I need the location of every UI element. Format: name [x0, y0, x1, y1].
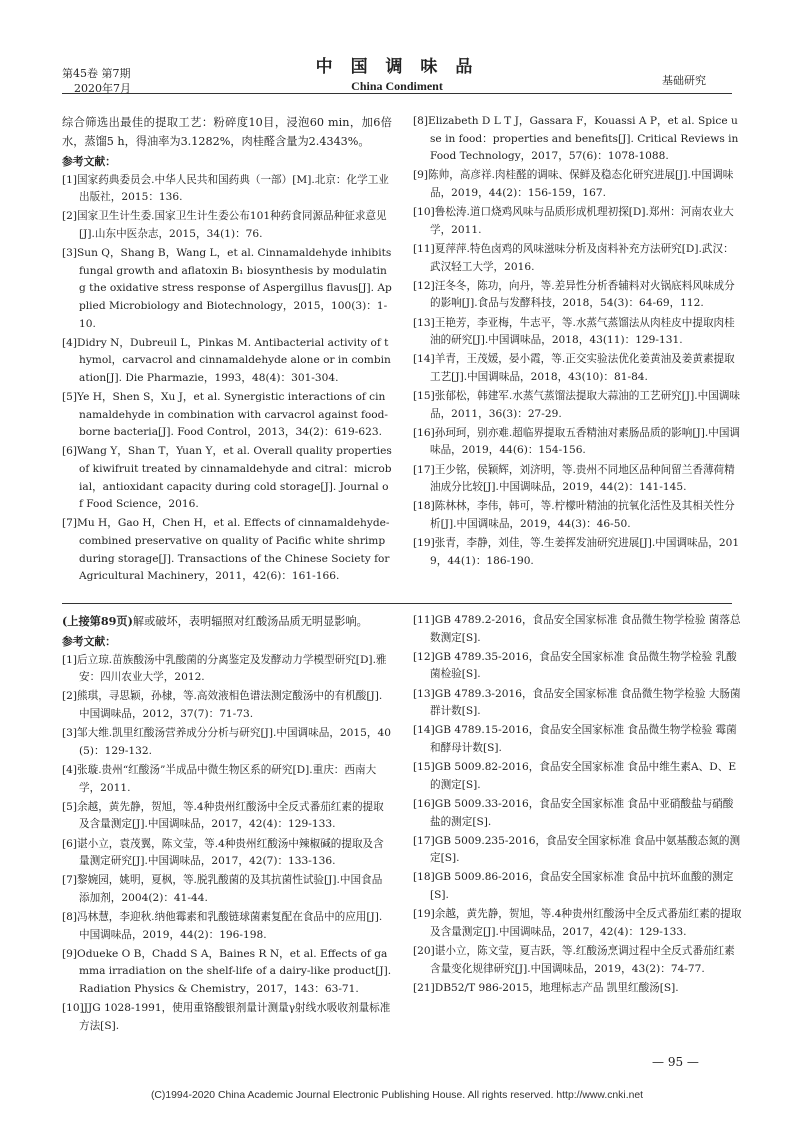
reference-item: [9]Odueke O B，Chadd S A，Baines R N，et al. Effects of gamma irradiation on the shelf-life of a dairy-like product[J]. Radiation Physics & Chemistry，2017，143：63-71. [62, 947, 392, 996]
reference-item: [6]谌小立，袁茂翼，陈文莹，等.4种贵州红酸汤中辣椒碱的提取及含量测定研究[J].中国调味品，2017，42(7)：133-136. [62, 837, 384, 868]
reference-item: [3]Sun Q，Shang B，Wang L，et al. Cinnamaldehyde inhibits fungal growth and aflatoxin B₁ biosynthesis by modulating the oxidative stress response of Aspergillus flavus[J]. Applied Microbiology and Biotechnology，2015，100(3)：1-10. [62, 247, 392, 330]
reference-item: [19]余越，黄先静，贺旭，等.4种贵州红酸汤中全反式番茄红素的提取及含量测定[J].中国调味品，2017，42(4)：129-133. [413, 908, 742, 938]
reference-item: [13]王艳芳，李亚梅，牛志平，等.水蒸气蒸馏法从肉桂皮中提取肉桂油的研究[J].中国调味品，2018，43(11)：129-131. [413, 316, 735, 347]
reference-item: [2]熊琪，寻思颖，孙棣，等.高效液相色谱法测定酸汤中的有机酸[J].中国调味品，2012，37(7)：71-73. [62, 690, 383, 720]
reference-item: [16]GB 5009.33-2016，食品安全国家标准 食品中亚硝酸盐与硝酸盐的测定[S]. [413, 797, 734, 828]
reference-item: [17]GB 5009.235-2016，食品安全国家标准 食品中氨基酸态氮的测定[S]. [413, 834, 741, 865]
reference-item: [7]Mu H，Gao H，Chen H，et al. Effects of cinnamaldehyde-combined preservative on quality of Pacific white shrimp during storage[J]. Transactions of the Chinese Society for Agricultural Machinery，2011，42(6)：161-166. [62, 517, 390, 583]
reference-item: [15]GB 5009.82-2016，食品安全国家标准 食品中维生素A、D、E的测定[S]. [413, 761, 737, 791]
reference-item: [9]陈帅，高彦祥.肉桂醛的调味、保鲜及稳态化研究进展[J].中国调味品，2019，44(2)：156-159，167. [413, 169, 734, 199]
reference-list [413, 113, 743, 570]
journal-title-en: China Condiment [351, 79, 443, 93]
reference-item: [1]后立琼.苗族酸汤中乳酸菌的分离鉴定及发酵动力学模型研究[D].雅安：四川农业大学，2012. [62, 653, 387, 684]
reference-item: [14]GB 4789.15-2016，食品安全国家标准 食品微生物学检验 霉菌和酵母计数[S]. [413, 724, 737, 754]
reference-item: [13]GB 4789.3-2016，食品安全国家标准 食品微生物学检验 大肠菌群计数[S]. [413, 687, 741, 718]
reference-list [62, 172, 392, 586]
continued-text: 解或破坏，表明辐照对红酸汤品质无明显影响。 [132, 615, 368, 628]
references-heading: 参考文献： [62, 155, 116, 168]
reference-item: [5]余越，黄先静，贺旭，等.4种贵州红酸汤中全反式番茄红素的提取及含量测定[J].中国调味品，2017，42(4)：129-133. [62, 800, 384, 831]
top-left-column [62, 113, 392, 587]
reference-item: [4]张璇.贵州“红酸汤”半成品中微生物区系的研究[D].重庆：西南大学，2011. [62, 763, 377, 794]
journal-title-cn: 中 国 调 味 品 [315, 57, 479, 77]
reference-item: [11]夏萍萍.特色卤鸡的风味滋味分析及卤料补充方法研究[D].武汉：武汉轻工大学，2016. [413, 242, 734, 273]
volume-issue: 第45卷 第7期 [62, 67, 131, 80]
reference-item: [20]谌小立，陈文莹，夏吉跃，等.红酸汤烹调过程中全反式番茄红素含量变化规律研究[J].中国调味品，2019，43(2)：74-77. [413, 945, 735, 975]
page-number: — 95 — [652, 1055, 699, 1069]
reference-item: [16]孙珂珂，别亦难.超临界提取五香精油对素肠品质的影响[J].中国调味品，2019，44(6)：154-156. [413, 426, 741, 457]
reference-item: [19]张青，李静，刘佳，等.生姜挥发油研究进展[J].中国调味品，2019，44(1)：186-190. [413, 537, 740, 567]
reference-item: [6]Wang Y，Shan T，Yuan Y，et al. Overall quality properties of kiwifruit treated by cinnamaldehyde and citral：microbial，antioxidant capacity during cold storage[J]. Journal of Food Science，2016. [62, 445, 392, 511]
reference-item: [7]黎婉园，姚明，夏枫，等.脱乳酸菌的及其抗菌性试验[J].中国食品添加剂，2004(2)：41-44. [62, 874, 383, 904]
continued-paragraph [62, 612, 392, 631]
continued-from-label: (上接第89页) [62, 614, 133, 628]
conclusion-paragraph: 综合筛选出最佳的提取工艺：粉碎度10目，浸泡60 min，加6倍水，蒸馏5 h，得油率为3.1282%，肉桂醛含量为2.4343%。 [62, 116, 392, 148]
reference-item: [8]Elizabeth D L T J，Gassara F，Kouassi A P，et al. Spice use in food：properties and benefits[J]. Critical Reviews in Food Technology，2017，57(6)：1078-1088. [413, 115, 739, 163]
reference-item: [5]Ye H，Shen S，Xu J，et al. Synergistic interactions of cinnamaldehyde in combination with carvacrol against food-borne bacteria[J]. Food Control，2013，34(2)：619-623. [62, 391, 388, 439]
copyright-footer: (C)1994-2020 China Academic Journal Electronic Publishing House. All rights reserved. http://www.cnki.net [150, 1090, 644, 1101]
bottom-left-column [62, 612, 392, 1037]
reference-item: [11]GB 4789.2-2016，食品安全国家标准 食品微生物学检验 菌落总数测定[S]. [413, 614, 741, 644]
reference-item: [1]国家药典委员会.中华人民共和国药典（一部）[M].北京：化学工业出版社，2015：136. [62, 173, 389, 204]
references-heading: 参考文献： [62, 635, 116, 648]
reference-item: [21]DB52/T 986-2015，地理标志产品 凯里红酸汤[S]. [413, 981, 679, 994]
header-divider [62, 93, 732, 94]
reference-list [413, 612, 743, 997]
reference-item: [18]GB 5009.86-2016，食品安全国家标准 食品中抗坏血酸的测定[S]. [413, 871, 734, 902]
reference-item: [4]Didry N，Dubreuil L，Pinkas M. Antibacterial activity of thymol，carvacrol and cinnamaldehyde alone or in combination[J]. Die Pharmazie，1993，48(4)：301-304. [62, 336, 391, 384]
reference-item: [12]GB 4789.35-2016，食品安全国家标准 食品微生物学检验 乳酸菌检验[S]. [413, 650, 737, 681]
reference-item: [8]冯林慧，李迎秋.纳他霉素和乳酸链球菌素复配在食品中的应用[J].中国调味品，2019，44(2)：196-198. [62, 911, 383, 941]
issue-date: 2020年7月 [74, 82, 131, 95]
bottom-right-column [413, 612, 743, 999]
reference-item: [3]邹大维.凯里红酸汤营养成分分析与研究[J].中国调味品，2015，40(5)：129-132. [62, 727, 391, 757]
top-right-column [413, 113, 743, 572]
reference-item: [14]羊青，王茂媛，晏小霞，等.正交实验法优化姜黄油及姜黄素提取工艺[J].中国调味品，2018，43(10)：81-84. [413, 353, 735, 383]
reference-item: [18]陈林林，李伟，韩可，等.柠檬叶精油的抗氧化活性及其相关性分析[J].中国调味品，2019，44(3)：46-50. [413, 500, 735, 530]
reference-item: [2]国家卫生计生委.国家卫生计生委公布101种药食同源品种征求意见[J].山东中医杂志，2015，34(1)：76. [62, 210, 387, 240]
reference-item: [15]张郁松，韩建军.水蒸气蒸馏法提取大蒜油的工艺研究[J].中国调味品，2011，36(3)：27-29. [413, 390, 741, 420]
reference-item: [10]鲁松涛.道口烧鸡风味与品质形成机理初探[D].郑州：河南农业大学，2011. [413, 206, 734, 236]
reference-list [62, 652, 392, 1036]
section-name: 基础研究 [662, 74, 706, 87]
reference-item: [12]汪冬冬，陈功，向丹，等.差异性分析香辅料对火锅底料风味成分的影响[J].食品与发酵科技，2018，54(3)：64-69，112. [413, 279, 735, 310]
article-divider [62, 603, 732, 604]
reference-item: [10]JJG 1028-1991，使用重铬酸银剂量计测量γ射线水吸收剂量标准方法[S]. [62, 1002, 391, 1032]
reference-item: [17]王少铭，侯颖辉，刘济明，等.贵州不同地区品种间留兰香薄荷精油成分比较[J].中国调味品，2019，44(2)：141-145. [413, 463, 735, 494]
